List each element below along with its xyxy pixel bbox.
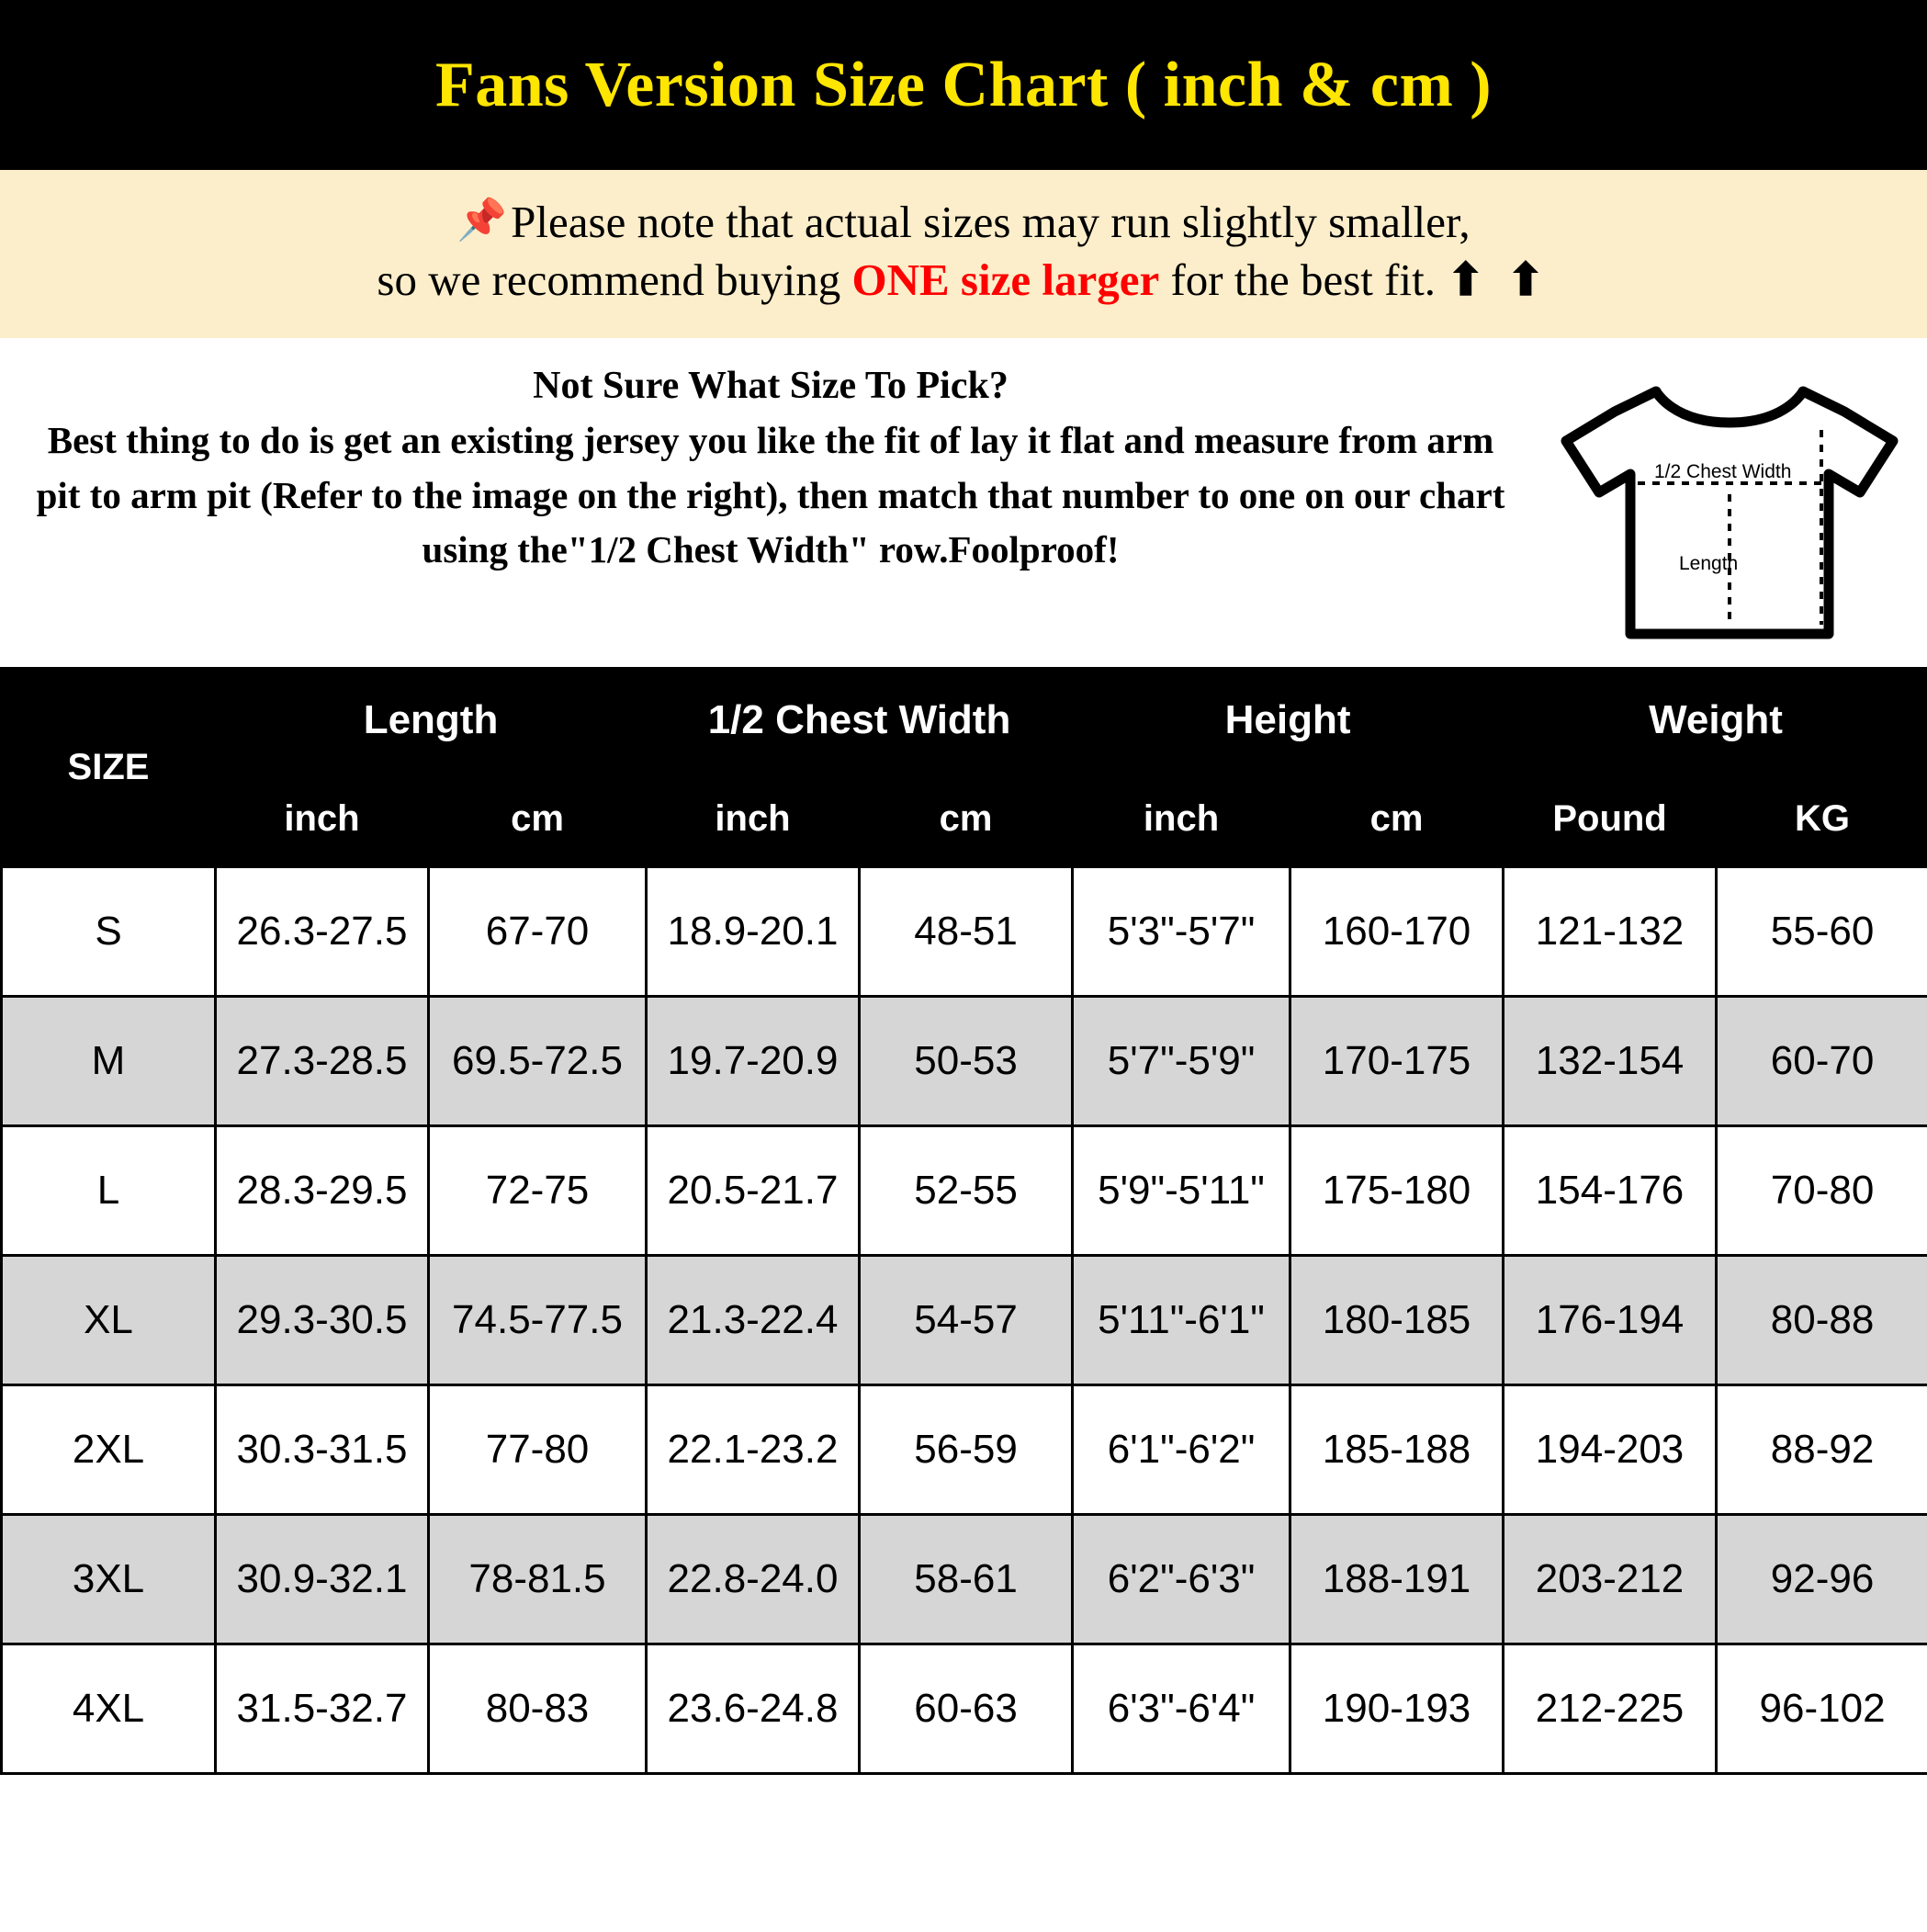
note-highlight: ONE size larger bbox=[851, 254, 1160, 305]
table-header-units bbox=[2, 772, 1927, 867]
cell-size: 3XL bbox=[2, 1515, 216, 1644]
cell-chest-inch: 18.9-20.1 bbox=[647, 867, 860, 997]
header-weight-kg: KG bbox=[1717, 772, 1927, 867]
cell-height-inch: 5'7"-5'9" bbox=[1073, 997, 1290, 1126]
cell-length-inch: 27.3-28.5 bbox=[216, 997, 429, 1126]
chest-width-label: 1/2 Chest Width bbox=[1654, 461, 1792, 483]
cell-weight-pound: 194-203 bbox=[1504, 1385, 1717, 1515]
header-group-weight: Weight bbox=[1504, 669, 1927, 772]
table-row bbox=[2, 1256, 1927, 1385]
cell-size: XL bbox=[2, 1256, 216, 1385]
title-bar bbox=[0, 0, 1927, 170]
cell-chest-cm: 56-59 bbox=[860, 1385, 1073, 1515]
cell-chest-inch: 22.8-24.0 bbox=[647, 1515, 860, 1644]
table-row bbox=[2, 1385, 1927, 1515]
header-chest-inch: inch bbox=[647, 772, 860, 867]
header-group-chest: 1/2 Chest Width bbox=[647, 669, 1073, 772]
cell-weight-pound: 154-176 bbox=[1504, 1126, 1717, 1256]
table-row bbox=[2, 1126, 1927, 1256]
cell-length-cm: 77-80 bbox=[429, 1385, 647, 1515]
cell-length-cm: 72-75 bbox=[429, 1126, 647, 1256]
table-row bbox=[2, 1644, 1927, 1774]
note-text-2-pre: so we recommend buying bbox=[377, 254, 852, 305]
cell-length-inch: 30.3-31.5 bbox=[216, 1385, 429, 1515]
cell-length-inch: 26.3-27.5 bbox=[216, 867, 429, 997]
cell-length-cm: 74.5-77.5 bbox=[429, 1256, 647, 1385]
cell-size: S bbox=[2, 867, 216, 997]
cell-length-cm: 80-83 bbox=[429, 1644, 647, 1774]
note-line-2 bbox=[18, 252, 1909, 310]
cell-height-inch: 6'1"-6'2" bbox=[1073, 1385, 1290, 1515]
header-weight-pound: Pound bbox=[1504, 772, 1717, 867]
cell-chest-inch: 19.7-20.9 bbox=[647, 997, 860, 1126]
cell-chest-cm: 48-51 bbox=[860, 867, 1073, 997]
table-header-groups bbox=[2, 669, 1927, 772]
cell-weight-pound: 212-225 bbox=[1504, 1644, 1717, 1774]
advice-section bbox=[0, 342, 1927, 667]
table-row bbox=[2, 997, 1927, 1126]
cell-size: L bbox=[2, 1126, 216, 1256]
page-title: Fans Version Size Chart ( inch & cm ) bbox=[434, 49, 1493, 120]
cell-weight-kg: 96-102 bbox=[1717, 1644, 1927, 1774]
header-height-cm: cm bbox=[1290, 772, 1504, 867]
cell-length-cm: 78-81.5 bbox=[429, 1515, 647, 1644]
cell-chest-inch: 22.1-23.2 bbox=[647, 1385, 860, 1515]
cell-length-inch: 31.5-32.7 bbox=[216, 1644, 429, 1774]
shirt-diagram bbox=[1532, 364, 1927, 650]
header-size: SIZE bbox=[2, 669, 216, 867]
advice-heading: Not Sure What Size To Pick? bbox=[533, 365, 1009, 408]
cell-weight-kg: 70-80 bbox=[1717, 1126, 1927, 1256]
cell-chest-cm: 60-63 bbox=[860, 1644, 1073, 1774]
cell-height-cm: 175-180 bbox=[1290, 1126, 1504, 1256]
cell-height-cm: 188-191 bbox=[1290, 1515, 1504, 1644]
cell-size: 4XL bbox=[2, 1644, 216, 1774]
cell-weight-pound: 121-132 bbox=[1504, 867, 1717, 997]
cell-length-cm: 67-70 bbox=[429, 867, 647, 997]
cell-length-inch: 28.3-29.5 bbox=[216, 1126, 429, 1256]
cell-weight-kg: 80-88 bbox=[1717, 1256, 1927, 1385]
note-text-1: Please note that actual sizes may run slightly smaller, bbox=[511, 197, 1471, 247]
arrow-up-icon: ⬆ ⬆ bbox=[1447, 254, 1550, 305]
table-row bbox=[2, 867, 1927, 997]
note-band bbox=[0, 170, 1927, 342]
cell-height-inch: 5'11"-6'1" bbox=[1073, 1256, 1290, 1385]
cell-size: M bbox=[2, 997, 216, 1126]
cell-weight-pound: 203-212 bbox=[1504, 1515, 1717, 1644]
length-label: Length bbox=[1679, 553, 1739, 575]
advice-body: Best thing to do is get an existing jersey you like the fit of lay it flat and measure from arm pit to arm pit (Refer to the image on the right), then match that number to one on our chart using the"1/2 Chest Width" row.Foolproof! bbox=[36, 419, 1505, 571]
size-table bbox=[0, 667, 1927, 1775]
cell-chest-cm: 52-55 bbox=[860, 1126, 1073, 1256]
cell-weight-kg: 55-60 bbox=[1717, 867, 1927, 997]
note-text-2-post: for the best fit. bbox=[1159, 254, 1448, 305]
note-line-1 bbox=[18, 194, 1909, 252]
cell-weight-kg: 88-92 bbox=[1717, 1385, 1927, 1515]
cell-weight-pound: 176-194 bbox=[1504, 1256, 1717, 1385]
pushpin-icon: 📌 bbox=[456, 198, 508, 243]
cell-chest-inch: 20.5-21.7 bbox=[647, 1126, 860, 1256]
header-length-cm: cm bbox=[429, 772, 647, 867]
cell-chest-cm: 54-57 bbox=[860, 1256, 1073, 1385]
cell-height-cm: 190-193 bbox=[1290, 1644, 1504, 1774]
header-group-height: Height bbox=[1073, 669, 1504, 772]
cell-height-cm: 160-170 bbox=[1290, 867, 1504, 997]
table-row bbox=[2, 1515, 1927, 1644]
cell-weight-kg: 60-70 bbox=[1717, 997, 1927, 1126]
cell-height-inch: 6'2"-6'3" bbox=[1073, 1515, 1290, 1644]
header-chest-cm: cm bbox=[860, 772, 1073, 867]
cell-size: 2XL bbox=[2, 1385, 216, 1515]
header-height-inch: inch bbox=[1073, 772, 1290, 867]
cell-length-cm: 69.5-72.5 bbox=[429, 997, 647, 1126]
cell-length-inch: 29.3-30.5 bbox=[216, 1256, 429, 1385]
header-length-inch: inch bbox=[216, 772, 429, 867]
cell-chest-inch: 23.6-24.8 bbox=[647, 1644, 860, 1774]
advice-text-block bbox=[0, 364, 1532, 577]
cell-chest-cm: 50-53 bbox=[860, 997, 1073, 1126]
cell-height-cm: 170-175 bbox=[1290, 997, 1504, 1126]
cell-height-inch: 5'3"-5'7" bbox=[1073, 867, 1290, 997]
header-group-length: Length bbox=[216, 669, 647, 772]
cell-chest-cm: 58-61 bbox=[860, 1515, 1073, 1644]
cell-height-inch: 5'9"-5'11" bbox=[1073, 1126, 1290, 1256]
cell-height-inch: 6'3"-6'4" bbox=[1073, 1644, 1290, 1774]
cell-chest-inch: 21.3-22.4 bbox=[647, 1256, 860, 1385]
tshirt-icon bbox=[1546, 375, 1913, 650]
cell-weight-pound: 132-154 bbox=[1504, 997, 1717, 1126]
cell-length-inch: 30.9-32.1 bbox=[216, 1515, 429, 1644]
cell-height-cm: 180-185 bbox=[1290, 1256, 1504, 1385]
cell-weight-kg: 92-96 bbox=[1717, 1515, 1927, 1644]
cell-height-cm: 185-188 bbox=[1290, 1385, 1504, 1515]
